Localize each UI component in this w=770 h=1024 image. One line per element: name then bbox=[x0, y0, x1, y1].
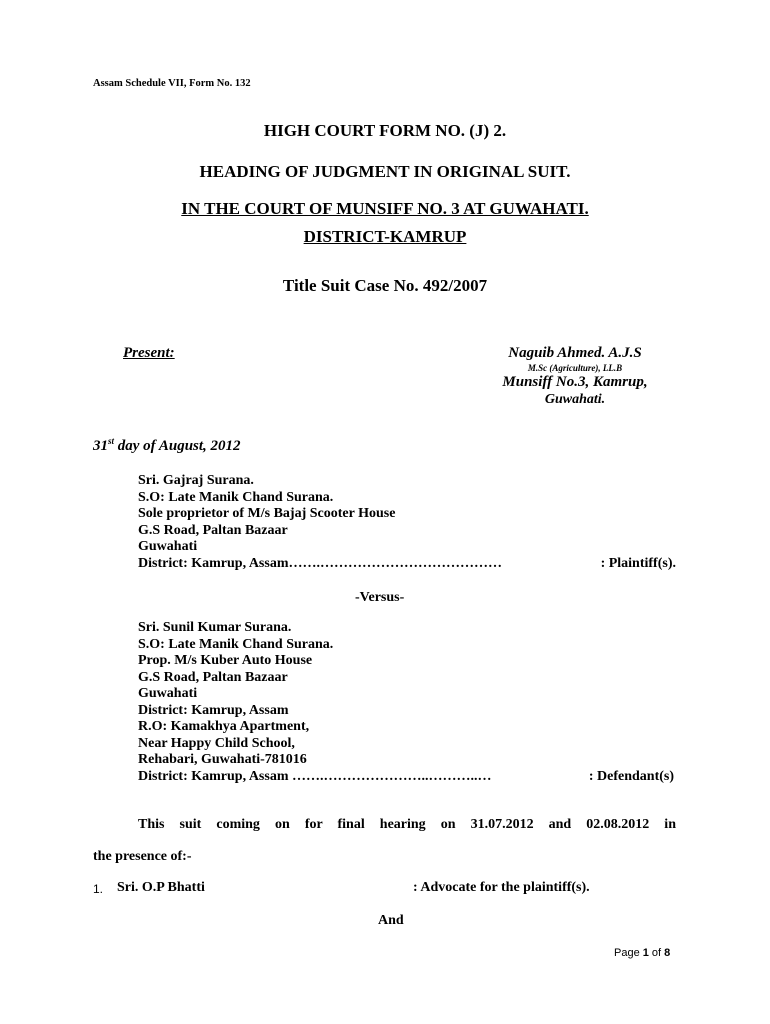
defendant-line: G.S Road, Paltan Bazaar bbox=[138, 669, 288, 685]
page-total: 8 bbox=[664, 947, 671, 959]
judgment-date bbox=[93, 438, 241, 455]
advocate-name: Sri. O.P Bhatti bbox=[117, 880, 205, 895]
plaintiff-line: Sole proprietor of M/s Bajaj Scooter House bbox=[138, 506, 396, 521]
judge-name: Naguib Ahmed. A.J.S bbox=[508, 345, 642, 361]
defendant-line: R.O: Kamakhya Apartment, bbox=[138, 719, 310, 734]
hearing-statement: This suit coming on for final hearing on 31.07.2012 and 02.08.2012 in bbox=[138, 817, 676, 832]
plaintiff-district: District: Kamrup, Assam…….………………………………… bbox=[138, 556, 502, 571]
defendant-district: District: Kamrup, Assam …….…………………..………..… bbox=[138, 769, 492, 784]
page-prefix: Page bbox=[614, 947, 643, 959]
plaintiff-address bbox=[138, 473, 395, 556]
plaintiff-role: : Plaintiff(s). bbox=[600, 556, 676, 571]
defendant-district-line bbox=[138, 769, 674, 785]
judge-place: Guwahati. bbox=[544, 392, 606, 407]
judgment-heading: HEADING OF JUDGMENT IN ORIGINAL SUIT. bbox=[199, 162, 571, 181]
defendant-line: District: Kamrup, Assam bbox=[138, 702, 289, 718]
form-title: HIGH COURT FORM NO. (J) 2. bbox=[263, 121, 507, 140]
plaintiff-line: S.O: Late Manik Chand Surana. bbox=[138, 489, 334, 505]
versus-label: -Versus- bbox=[355, 590, 405, 605]
presence-line: the presence of:- bbox=[93, 849, 192, 864]
district-name: DISTRICT-KAMRUP bbox=[303, 227, 467, 246]
case-number: Title Suit Case No. 492/2007 bbox=[282, 276, 488, 295]
plaintiff-line: Guwahati bbox=[138, 539, 198, 554]
judge-court: Munsiff No.3, Kamrup, bbox=[502, 374, 648, 390]
page-current: 1 bbox=[642, 947, 649, 959]
defendant-role: : Defendant(s) bbox=[588, 769, 674, 784]
defendant-line: Rehabari, Guwahati-781016 bbox=[138, 752, 307, 767]
present-label: Present: bbox=[123, 345, 175, 361]
and-label: And bbox=[378, 913, 404, 928]
court-name: IN THE COURT OF MUNSIFF NO. 3 AT GUWAHATI. bbox=[181, 199, 589, 218]
plaintiff-line: G.S Road, Paltan Bazaar bbox=[138, 522, 288, 538]
defendant-address bbox=[138, 620, 333, 769]
plaintiff-district-line bbox=[138, 556, 676, 572]
page-number bbox=[614, 947, 670, 959]
plaintiff-line: Sri. Gajraj Surana. bbox=[138, 473, 254, 488]
date-day: 31 bbox=[93, 438, 108, 454]
defendant-line: Sri. Sunil Kumar Surana. bbox=[138, 620, 292, 635]
defendant-line: Near Happy Child School, bbox=[138, 735, 295, 751]
form-schedule-reference: Assam Schedule VII, Form No. 132 bbox=[93, 78, 251, 89]
date-suffix: st bbox=[108, 436, 115, 446]
defendant-line: Guwahati bbox=[138, 686, 198, 701]
appearance-number: 1. bbox=[93, 882, 104, 896]
defendant-line: S.O: Late Manik Chand Surana. bbox=[138, 636, 334, 652]
defendant-line: Prop. M/s Kuber Auto House bbox=[138, 653, 313, 668]
judge-block bbox=[440, 345, 710, 408]
advocate-role: : Advocate for the plaintiff(s). bbox=[413, 880, 590, 895]
date-rest: day of August, 2012 bbox=[114, 438, 241, 454]
page-of: of bbox=[648, 947, 665, 959]
judge-qualification: M.Sc (Agriculture), LL.B bbox=[527, 363, 623, 373]
